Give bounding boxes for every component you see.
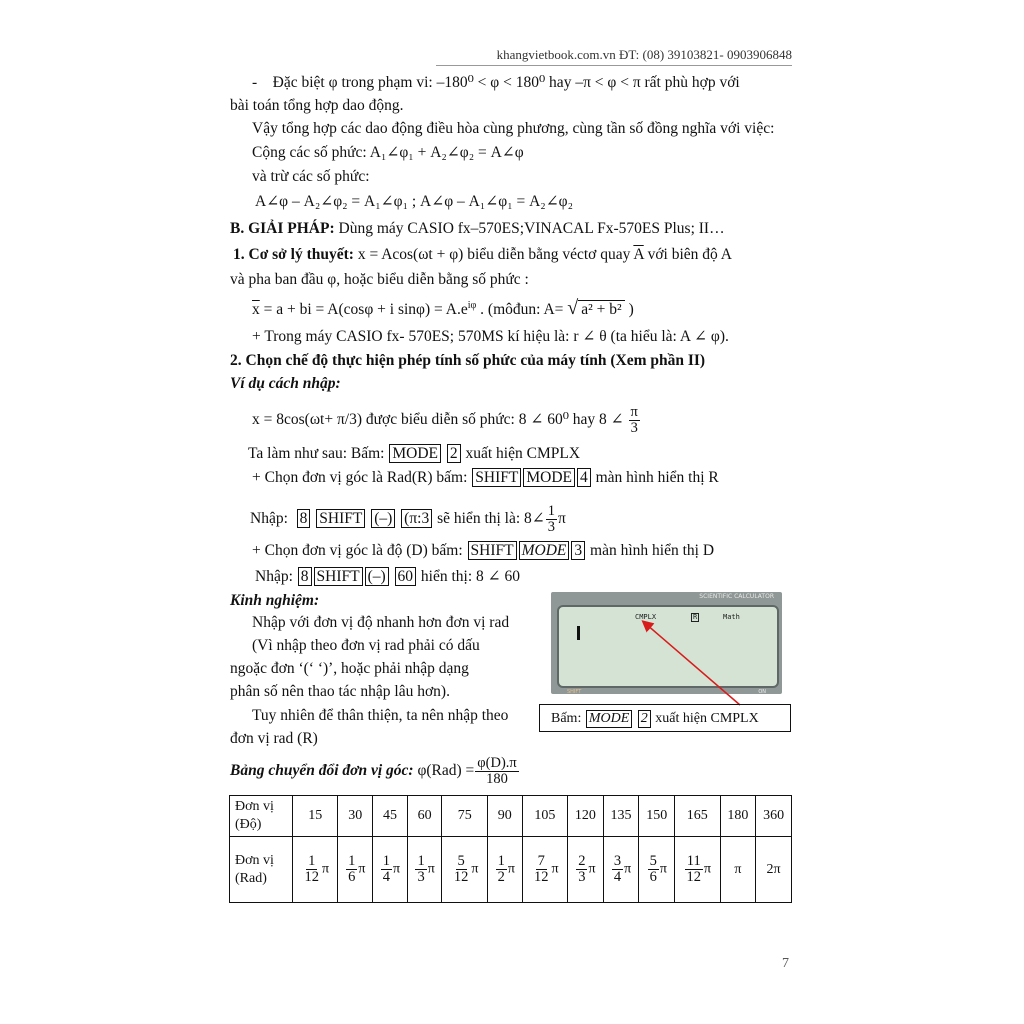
- pi-symbol: π: [551, 861, 559, 877]
- text-press: Ta làm như sau: Bấm:: [248, 445, 385, 462]
- table-cell-rad: [720, 837, 756, 903]
- table-cell-rad: [639, 837, 675, 903]
- conversion-table: [229, 795, 792, 903]
- table-cell-rad: [442, 837, 487, 903]
- bullet-dash: -: [252, 74, 258, 91]
- text-input: Nhập:: [255, 568, 293, 585]
- key-8: 8: [298, 567, 312, 586]
- key-mode: MODE: [389, 444, 441, 463]
- pi-symbol: π: [558, 510, 566, 528]
- row-header-rad: Đơn vị (Rad): [230, 837, 293, 903]
- pi-symbol: π: [704, 861, 712, 877]
- text-will-display: sẽ hiển thị là: 8∠: [437, 510, 545, 528]
- heading-experience: Kinh nghiệm:: [230, 592, 320, 609]
- key-mode: MODE: [519, 541, 570, 560]
- rad-fraction: $\frac{1}{12}$: [304, 853, 319, 885]
- rad-fraction: $\frac{1}{6}$: [348, 853, 356, 885]
- line-5: và trừ các số phức:: [252, 168, 370, 185]
- calculator-brand: SCIENTIFIC CALCULATOR: [699, 593, 774, 600]
- key-mode: MODE: [586, 710, 632, 728]
- heading-solution: B. GIẢI PHÁP:: [230, 220, 335, 237]
- rad-fraction: $\frac{2}{3}$: [578, 853, 586, 885]
- pi-symbol: π: [471, 861, 479, 877]
- key-2: 2: [447, 444, 461, 463]
- calculator-shift-label: SHIFT: [567, 689, 582, 695]
- pi-symbol: π: [624, 861, 632, 877]
- line-2: bài toán tổng hợp dao động.: [230, 97, 404, 114]
- table-cell-rad: [675, 837, 720, 903]
- text-cmplx-appears: xuất hiện CMPLX: [465, 445, 581, 462]
- key-shift: SHIFT: [472, 468, 521, 487]
- key-negative: (–): [365, 567, 389, 586]
- table-cell-degree: 135: [603, 796, 639, 837]
- table-cell-rad: [603, 837, 639, 903]
- table-cell-rad: [756, 837, 792, 903]
- exponent-i-phi: iφ: [467, 300, 477, 311]
- key-8: 8: [297, 509, 311, 528]
- key-3: 3: [571, 541, 585, 560]
- text-calculators: Dùng máy CASIO fx–570ES;VINACAL Fx-570ES Plus; II…: [338, 220, 725, 237]
- table-cell-rad: [338, 837, 373, 903]
- callout-label: Bấm:: [551, 711, 582, 726]
- line-11: + Trong máy CASIO fx- 570ES; 570MS kí hiệu là: r ∠ θ (ta hiểu là: A ∠ φ).: [252, 328, 729, 345]
- table-cell-rad: [487, 837, 522, 903]
- text-display-r: màn hình hiển thị R: [595, 469, 719, 486]
- line-9: và pha ban đầu φ, hoặc biểu diễn bằng số phức :: [230, 271, 529, 288]
- fraction-1-over-3: $\frac{1}{3}$: [547, 503, 556, 535]
- fraction-pi-over-3: $\frac{\pi}{3}$: [630, 404, 638, 436]
- line-25: Tuy nhiên để thân thiện, ta nên nhập theo: [252, 707, 509, 724]
- rad-fraction: $\frac{7}{12}$: [534, 853, 549, 885]
- table-cell-degree: 150: [639, 796, 675, 837]
- close-paren: ): [628, 301, 634, 318]
- complex-x-symbol: $\overline{x}$: [252, 301, 260, 318]
- pi-symbol: 2π: [766, 861, 781, 877]
- key-mode: MODE: [523, 468, 575, 487]
- line-21: Nhập với đơn vị độ nhanh hơn đơn vị rad: [252, 614, 510, 631]
- fraction-conversion: $\frac{\varphi(D).\pi}{180}$: [477, 755, 517, 787]
- line-24: phân số nên thao tác nhập lâu hơn).: [230, 683, 450, 700]
- line-26: đơn vị rad (R): [230, 730, 318, 747]
- rad-fraction: $\frac{1}{3}$: [417, 853, 425, 885]
- table-cell-rad: [568, 837, 604, 903]
- indicator-r: R: [693, 613, 698, 621]
- table-cell-degree: 15: [293, 796, 338, 837]
- table-row-radians: [230, 837, 792, 903]
- rad-fraction: $\frac{1}{2}$: [497, 853, 505, 885]
- rad-fraction: $\frac{5}{6}$: [649, 853, 657, 885]
- rad-fraction: $\frac{5}{12}$: [453, 853, 469, 885]
- line-23: ngoặc đơn ‘(‘ ‘)’, hoặc phải nhập dạng: [230, 660, 469, 677]
- formula-subtract-complex: A∠φ – A₂∠φ₂ = A₁∠φ₁ ; A∠φ – A₁∠φ₁ = A₂∠φ₂: [255, 193, 574, 210]
- formula-complex-form: = a + bi = A(cosφ + i sinφ) = A.e: [263, 301, 468, 318]
- key-4: 4: [577, 468, 591, 487]
- table-cell-degree: 45: [373, 796, 408, 837]
- text-modulus: . (môđun: A=: [480, 301, 564, 318]
- pi-symbol: π: [588, 861, 596, 877]
- key-shift: SHIFT: [316, 509, 365, 528]
- heading-example: Ví dụ cách nhập:: [230, 375, 341, 392]
- callout-box: [539, 704, 791, 732]
- text-choose-degree: + Chọn đơn vị góc là độ (D) bấm:: [252, 542, 463, 559]
- table-cell-degree: 60: [407, 796, 442, 837]
- table-cell-degree: 105: [522, 796, 567, 837]
- text-display-60: hiển thị: 8 ∠ 60: [420, 568, 521, 585]
- indicator-cmplx: CMPLX: [635, 613, 657, 621]
- formula-phi-rad: φ(Rad) =: [417, 762, 475, 780]
- table-cell-rad: [373, 837, 408, 903]
- table-cell-degree: 75: [442, 796, 487, 837]
- pi-symbol: π: [659, 861, 667, 877]
- table-cell-degree: 90: [487, 796, 522, 837]
- key-shift: SHIFT: [468, 541, 517, 560]
- table-cell-degree: 120: [568, 796, 604, 837]
- heading-conversion-table: Bảng chuyển đổi đơn vị góc:: [230, 762, 414, 780]
- pi-symbol: π: [358, 861, 366, 877]
- rad-fraction: $\frac{1}{4}$: [382, 853, 391, 885]
- table-row-degrees: [230, 796, 792, 837]
- heading-theory: 1. Cơ sở lý thuyết:: [233, 246, 354, 263]
- calculator-on-label: ON: [758, 689, 766, 695]
- rad-fraction: $\frac{11}{12}$: [686, 853, 701, 885]
- formula-add-complex: A₁∠φ₁ + A₂∠φ₂ = A∠φ: [369, 144, 524, 161]
- line-22: (Vì nhập theo đơn vị rad phải có dấu: [252, 637, 480, 654]
- table-cell-degree: 360: [756, 796, 792, 837]
- table-cell-rad: [293, 837, 338, 903]
- table-cell-rad: [407, 837, 442, 903]
- indicator-math: Math: [723, 613, 740, 621]
- key-2: 2: [638, 710, 651, 728]
- arrow-line: [646, 624, 740, 705]
- pi-symbol: π: [393, 861, 401, 877]
- text-vector-form: x = Acos(ωt + φ) biểu diễn bằng véctơ quay: [357, 246, 631, 263]
- text-display-d: màn hình hiển thị D: [590, 542, 715, 559]
- key-60: 60: [395, 567, 417, 586]
- page-header: khangvietbook.com.vn ĐT: (08) 39103821- 0903906848: [436, 47, 792, 66]
- callout-tail-text: xuất hiện CMPLX: [655, 711, 759, 726]
- key-negative: (–): [371, 509, 395, 528]
- rad-fraction: $\frac{3}{4}$: [613, 853, 622, 885]
- pi-symbol: π: [321, 861, 330, 877]
- text-amplitude: với biên độ A: [647, 246, 732, 263]
- table-cell-degree: 165: [675, 796, 720, 837]
- text-phi-range: Đặc biệt φ trong phạm vi: –180⁰ < φ < 180⁰ hay –π < φ < π rất phù hợp với: [272, 74, 740, 91]
- sqrt-content: a² + b²: [578, 300, 624, 318]
- text-choose-rad: + Chọn đơn vị góc là Rad(R) bấm:: [252, 469, 468, 486]
- row-header-degree: Đơn vị (Độ): [230, 796, 293, 837]
- table-cell-degree: 30: [338, 796, 373, 837]
- pi-symbol: π: [427, 861, 435, 877]
- table-cell-degree: 180: [720, 796, 756, 837]
- page-number: 7: [782, 956, 789, 971]
- table-cell-rad: [522, 837, 567, 903]
- text-input: Nhập:: [250, 510, 288, 528]
- label-add-complex: Cộng các số phức:: [252, 144, 367, 161]
- key-pi-div-3: (π:3: [401, 509, 432, 528]
- heading-complex-mode: 2. Chọn chế độ thực hiện phép tính số phức của máy tính (Xem phần II): [230, 352, 706, 369]
- pi-symbol: π: [734, 861, 742, 877]
- text-example-x: x = 8cos(ωt+ π/3) được biểu diễn số phức: 8 ∠ 60⁰ hay 8 ∠: [252, 411, 624, 429]
- pi-symbol: π: [507, 861, 515, 877]
- key-shift: SHIFT: [314, 567, 363, 586]
- vector-a-symbol: $\overline{A}$: [633, 246, 644, 263]
- line-3: Vậy tổng hợp các dao động điều hòa cùng phương, cùng tần số đồng nghĩa với việc:: [252, 120, 775, 137]
- sqrt-icon: √: [567, 297, 579, 319]
